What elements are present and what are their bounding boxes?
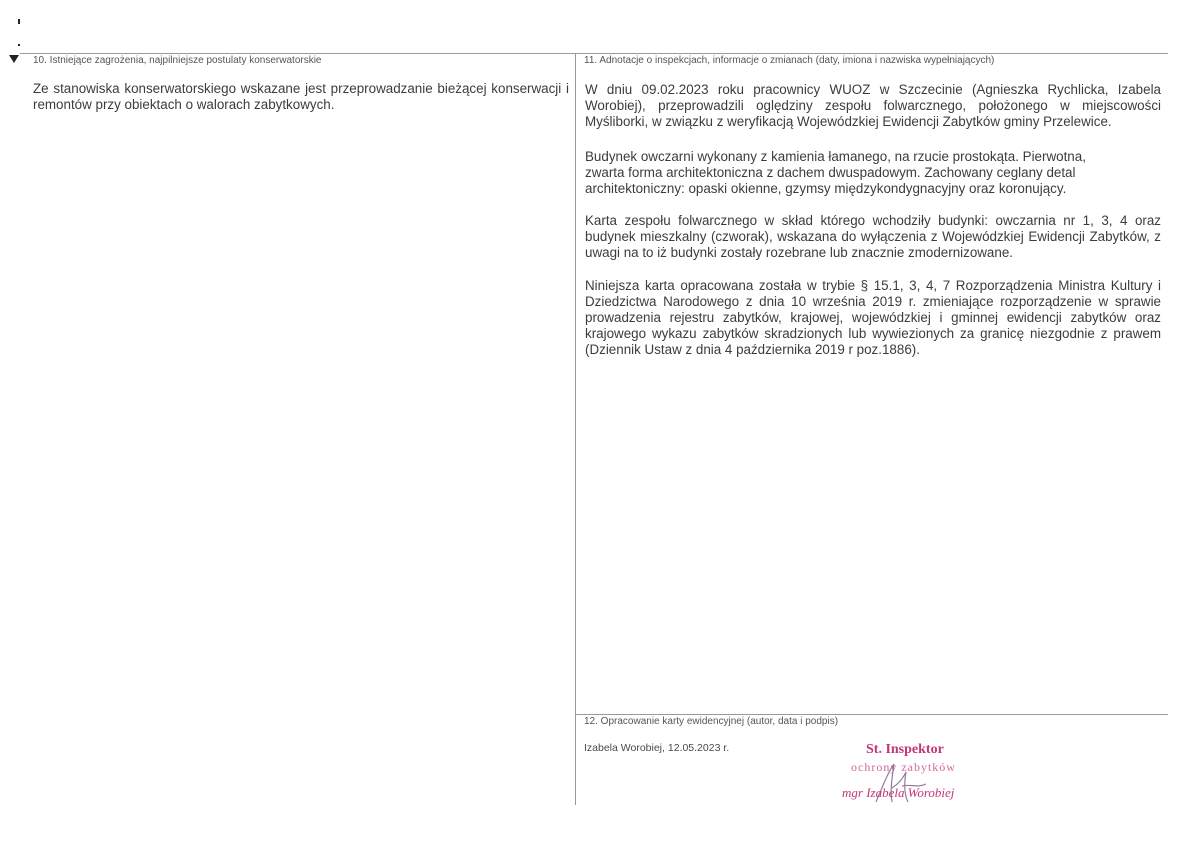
section-11-paragraph-2 <box>585 149 1125 197</box>
scan-mark <box>18 44 20 46</box>
section-11-paragraph-4 <box>585 278 1161 358</box>
top-horizontal-rule <box>20 53 1168 54</box>
section-10-paragraph: Ze stanowiska konserwatorskiego wskazane jest przeprowadzanie bieżącej konserwacji i remontów przy obiektach o walorach zabytkowych. <box>33 81 569 112</box>
section-12-top-rule <box>575 714 1168 715</box>
column-divider <box>575 53 576 805</box>
section-11-paragraph-1 <box>585 82 1161 130</box>
section-11-label: 11. Adnotacje o inspekcjach, informacje o zmianach (daty, imiona i nazwiska wypełniających) <box>584 55 995 66</box>
section-12-label: 12. Opracowanie karty ewidencyjnej (autor, data i podpis) <box>584 716 839 727</box>
section-10-label: 10. Istniejące zagrożenia, najpilniejsze postulaty konserwatorskie <box>33 55 322 66</box>
down-arrow-icon <box>8 54 20 64</box>
scan-mark <box>18 19 20 24</box>
annotation-text: Karta zespołu folwarcznego w skład którego wchodziły budynki: owczarnia nr 1, 3, 4 oraz budynek mieszkalny (czworak), wskazana do wyłączenia z Wojewódzkiej Ewidencji Zabytków, z uwagi na to iż budynki zostały rozebrane lub znacznie zmodernizowane. <box>585 213 1161 260</box>
stamp-line-office: ochrony zabytków <box>851 760 956 774</box>
handwritten-signature <box>868 758 938 808</box>
stamp-line-title: St. Inspektor <box>866 742 944 757</box>
author-date: Izabela Worobiej, 12.05.2023 r. <box>584 742 730 754</box>
annotation-text: Niniejsza karta opracowana została w trybie § 15.1, 3, 4, 7 Rozporządzenia Ministra Kultury i Dziedzictwa Narodowego z dnia 10 września 2019 r. zmieniające rozporządzenie w sprawie prowadzenia rejestru zabytków, krajowej, wojewódzkiej i gminnej ewidencji zabytków oraz krajowego wykazu zabytków skradzionych lub wywiezionych za granicę niezgodnie z prawem (Dziennik Ustaw z dnia 4 października 2019 r poz.1886). <box>585 278 1161 357</box>
annotation-text: W dniu 09.02.2023 roku pracownicy WUOZ w Szczecinie (Agnieszka Rychlicka, Izabela Worobiej), przeprowadzili oględziny zespołu folwarcznego, położonego w miejscowości Myśliborki, w związku z weryfikacją Wojewódzkiej Ewidencji Zabytków gminy Przelewice. <box>585 82 1161 129</box>
section-11-paragraph-3 <box>585 213 1161 261</box>
annotation-text: Budynek owczarni wykonany z kamienia łamanego, na rzucie prostokąta. Pierwotna, zwarta forma architektoniczna z dachem dwuspadowym. Zachowany ceglany detal architektoniczny: opaski okienne, gzymsy międzykondygnacyjny oraz koronujący. <box>585 149 1086 196</box>
section-10-text <box>33 81 569 113</box>
stamp-line-name: mgr Izabela Worobiej <box>842 785 955 800</box>
